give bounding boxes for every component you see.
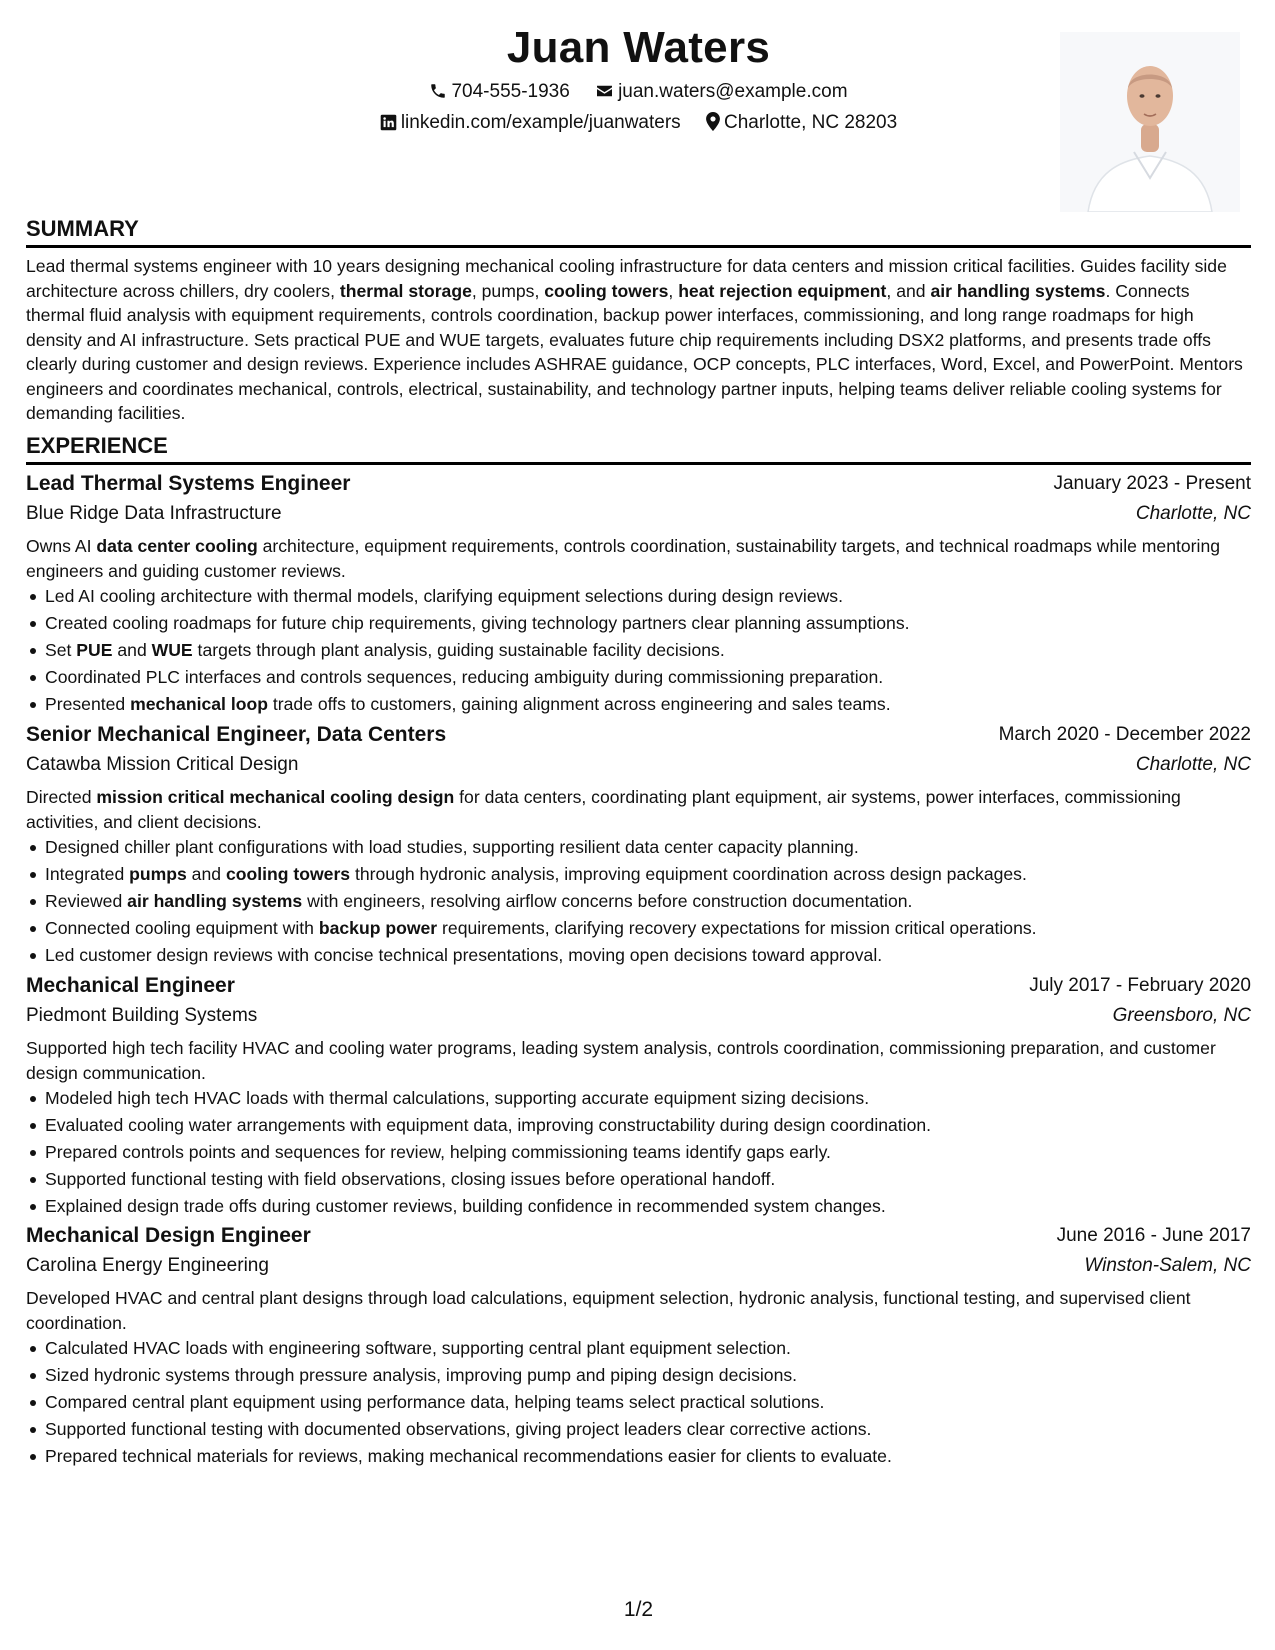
email-item[interactable] bbox=[595, 79, 847, 105]
text-run: Modeled high tech HVAC loads with thermal calculations, supporting accurate equipment sizing decisions. bbox=[45, 1088, 870, 1108]
bullet-item bbox=[26, 1416, 1251, 1443]
text-run: Evaluated cooling water arrangements with equipment data, improving constructability during design coordination. bbox=[45, 1115, 932, 1135]
job-summary bbox=[26, 1286, 1251, 1335]
bold-text-run: thermal storage bbox=[339, 280, 472, 301]
text-run: Directed bbox=[26, 787, 97, 807]
company-name: Piedmont Building Systems bbox=[26, 1005, 258, 1026]
bullet-item bbox=[26, 1335, 1251, 1362]
job-dates: June 2016 - June 2017 bbox=[1056, 1225, 1251, 1246]
bullet-item bbox=[26, 888, 1251, 915]
resume-header bbox=[26, 0, 1251, 220]
phone-item[interactable] bbox=[429, 79, 569, 105]
bold-text-run: WUE bbox=[151, 640, 193, 660]
email-text: juan.waters@example.com bbox=[618, 81, 848, 102]
profile-photo bbox=[1060, 32, 1240, 212]
bullet-item bbox=[26, 1362, 1251, 1389]
job-dates: July 2017 - February 2020 bbox=[1029, 975, 1251, 996]
bold-text-run: mission critical mechanical cooling design bbox=[96, 787, 455, 807]
text-run: for data centers, coordinating plant equipment, air systems, power interfaces, commissioning activities, and client decisions. bbox=[26, 787, 1181, 832]
text-run: with engineers, resolving airflow concerns before construction documentation. bbox=[302, 891, 913, 911]
text-run: requirements, clarifying recovery expectations for mission critical operations. bbox=[437, 918, 1037, 938]
text-run: Supported high tech facility HVAC and cooling water programs, leading system analysis, controls coordination, commissioning preparation, and customer design communication. bbox=[26, 1038, 1216, 1083]
text-run: targets through plant analysis, guiding sustainable facility decisions. bbox=[192, 640, 725, 660]
text-run: Owns AI bbox=[26, 536, 97, 556]
map-pin-icon bbox=[706, 112, 720, 131]
text-run: Explained design trade offs during customer reviews, building confidence in recommended system changes. bbox=[45, 1196, 886, 1216]
job-bullets bbox=[26, 583, 1251, 718]
text-run: Supported functional testing with field observations, closing issues before operational handoff. bbox=[45, 1169, 776, 1189]
bullet-item bbox=[26, 691, 1251, 718]
envelope-icon bbox=[595, 82, 614, 100]
bullet-item bbox=[26, 834, 1251, 861]
text-run: Prepared controls points and sequences for review, helping commissioning teams identify gaps early. bbox=[45, 1142, 831, 1162]
candidate-name: Juan Waters bbox=[506, 23, 771, 72]
bullet-item bbox=[26, 583, 1251, 610]
text-run: Supported functional testing with documented observations, giving project leaders clear corrective actions. bbox=[45, 1419, 872, 1439]
text-run: Set bbox=[45, 640, 77, 660]
text-run: Compared central plant equipment using performance data, helping teams select practical solutions. bbox=[45, 1392, 825, 1412]
bold-text-run: data center cooling bbox=[96, 536, 258, 556]
bold-text-run: backup power bbox=[318, 918, 438, 938]
text-run: Connected cooling equipment with bbox=[45, 918, 319, 938]
resume-page bbox=[26, 0, 1251, 1650]
bullet-item bbox=[26, 610, 1251, 637]
text-run: Designed chiller plant configurations with load studies, supporting resilient data center capacity planning. bbox=[45, 837, 859, 857]
bold-text-run: pumps bbox=[129, 864, 187, 884]
text-run: and bbox=[112, 640, 152, 660]
summary-text bbox=[26, 254, 1251, 426]
text-run: Reviewed bbox=[45, 891, 128, 911]
company-name: Blue Ridge Data Infrastructure bbox=[26, 503, 282, 524]
text-run: Coordinated PLC interfaces and controls sequences, reducing ambiguity during commissioning preparation. bbox=[45, 667, 884, 687]
bold-text-run: mechanical loop bbox=[130, 694, 268, 714]
bullet-item bbox=[26, 637, 1251, 664]
bold-text-run: air handling systems bbox=[127, 891, 303, 911]
job-bullets bbox=[26, 834, 1251, 969]
bullet-item bbox=[26, 1085, 1251, 1112]
bold-text-run: cooling towers bbox=[544, 280, 669, 301]
text-run: , pumps, bbox=[471, 280, 545, 301]
job-location: Winston-Salem, NC bbox=[1084, 1255, 1251, 1276]
location-item bbox=[706, 110, 897, 136]
job-summary bbox=[26, 785, 1251, 834]
job-title: Lead Thermal Systems Engineer bbox=[26, 472, 351, 495]
job-title: Mechanical Engineer bbox=[26, 974, 235, 997]
job-summary bbox=[26, 534, 1251, 583]
phone-icon bbox=[429, 82, 447, 100]
job-title: Senior Mechanical Engineer, Data Centers bbox=[26, 723, 447, 746]
summary-heading: SUMMARY bbox=[26, 215, 1251, 248]
text-run: , bbox=[668, 280, 679, 301]
text-run: Created cooling roadmaps for future chip requirements, giving technology partners clear planning assumptions. bbox=[45, 613, 910, 633]
bullet-item bbox=[26, 861, 1251, 888]
text-run: architecture, equipment requirements, controls coordination, sustainability targets, and technical roadmaps while mentoring engineers and guiding customer reviews. bbox=[26, 536, 1221, 581]
job-dates: January 2023 - Present bbox=[1053, 473, 1251, 494]
linkedin-item[interactable] bbox=[380, 110, 681, 136]
job-bullets bbox=[26, 1085, 1251, 1220]
bullet-item bbox=[26, 915, 1251, 942]
bold-text-run: cooling towers bbox=[225, 864, 351, 884]
text-run: Led AI cooling architecture with thermal models, clarifying equipment selections during design reviews. bbox=[45, 586, 843, 606]
bullet-item bbox=[26, 664, 1251, 691]
linkedin-text: linkedin.com/example/juanwaters bbox=[400, 112, 681, 133]
bullet-item bbox=[26, 1193, 1251, 1220]
linkedin-icon bbox=[380, 114, 397, 131]
phone-text: 704-555-1936 bbox=[451, 81, 570, 102]
job-location: Charlotte, NC bbox=[1135, 503, 1251, 524]
company-name: Catawba Mission Critical Design bbox=[26, 754, 299, 775]
job-title: Mechanical Design Engineer bbox=[26, 1224, 311, 1247]
location-text: Charlotte, NC 28203 bbox=[723, 112, 898, 133]
text-run: and bbox=[186, 864, 226, 884]
text-run: Prepared technical materials for reviews, making mechanical recommendations easier for clients to evaluate. bbox=[45, 1446, 892, 1466]
text-run: Calculated HVAC loads with engineering software, supporting central plant equipment selection. bbox=[45, 1338, 791, 1358]
text-run: . Connects thermal fluid analysis with equipment requirements, controls coordination, backup power interfaces, commissioning, and long range roadmaps for high density and AI infrastructure. Sets practical PUE and WUE targets, evaluates future chip requirements including DSX2 platforms, and presents trade offs clearly during customer and design reviews. Experience includes ASHRAE guidance, OCP concepts, PLC interfaces, Word, Excel, and PowerPoint. Mentors engineers and coordinates mechanical, controls, electrical, sustainability, and technology partner inputs, helping teams deliver reliable cooling systems for demanding facilities. bbox=[26, 280, 1243, 423]
text-run: Integrated bbox=[45, 864, 130, 884]
text-run: , and bbox=[886, 280, 931, 301]
bold-text-run: air handling systems bbox=[930, 280, 1106, 301]
job-location: Charlotte, NC bbox=[1135, 754, 1251, 775]
bold-text-run: heat rejection equipment bbox=[678, 280, 887, 301]
job-dates: March 2020 - December 2022 bbox=[998, 724, 1251, 745]
bullet-item bbox=[26, 1389, 1251, 1416]
profile-portrait bbox=[1060, 32, 1240, 212]
text-run: Developed HVAC and central plant designs through load calculations, equipment selection, hydronic analysis, functional testing, and supervised client coordination. bbox=[26, 1288, 1191, 1333]
bullet-item bbox=[26, 1139, 1251, 1166]
bullet-item bbox=[26, 1166, 1251, 1193]
text-run: through hydronic analysis, improving equipment coordination across design packages. bbox=[350, 864, 1027, 884]
job-summary bbox=[26, 1036, 1251, 1085]
bullet-item bbox=[26, 942, 1251, 969]
job-bullets bbox=[26, 1335, 1251, 1470]
text-run: Led customer design reviews with concise technical presentations, moving open decisions toward approval. bbox=[45, 945, 883, 965]
text-run: Sized hydronic systems through pressure analysis, improving pump and piping design decisions. bbox=[45, 1365, 798, 1385]
text-run: Lead thermal systems engineer with 10 years designing mechanical cooling infrastructure for data centers and mission critical facilities. Guides facility side architecture across chillers, dry coolers, bbox=[26, 256, 1227, 301]
page-number: 1/2 bbox=[623, 1598, 654, 1621]
text-run: trade offs to customers, gaining alignment across engineering and sales teams. bbox=[267, 694, 891, 714]
bold-text-run: PUE bbox=[76, 640, 113, 660]
bullet-item bbox=[26, 1443, 1251, 1470]
job-location: Greensboro, NC bbox=[1112, 1005, 1251, 1026]
text-run: Presented bbox=[45, 694, 131, 714]
company-name: Carolina Energy Engineering bbox=[26, 1255, 269, 1276]
experience-heading: EXPERIENCE bbox=[26, 432, 1251, 465]
bullet-item bbox=[26, 1112, 1251, 1139]
